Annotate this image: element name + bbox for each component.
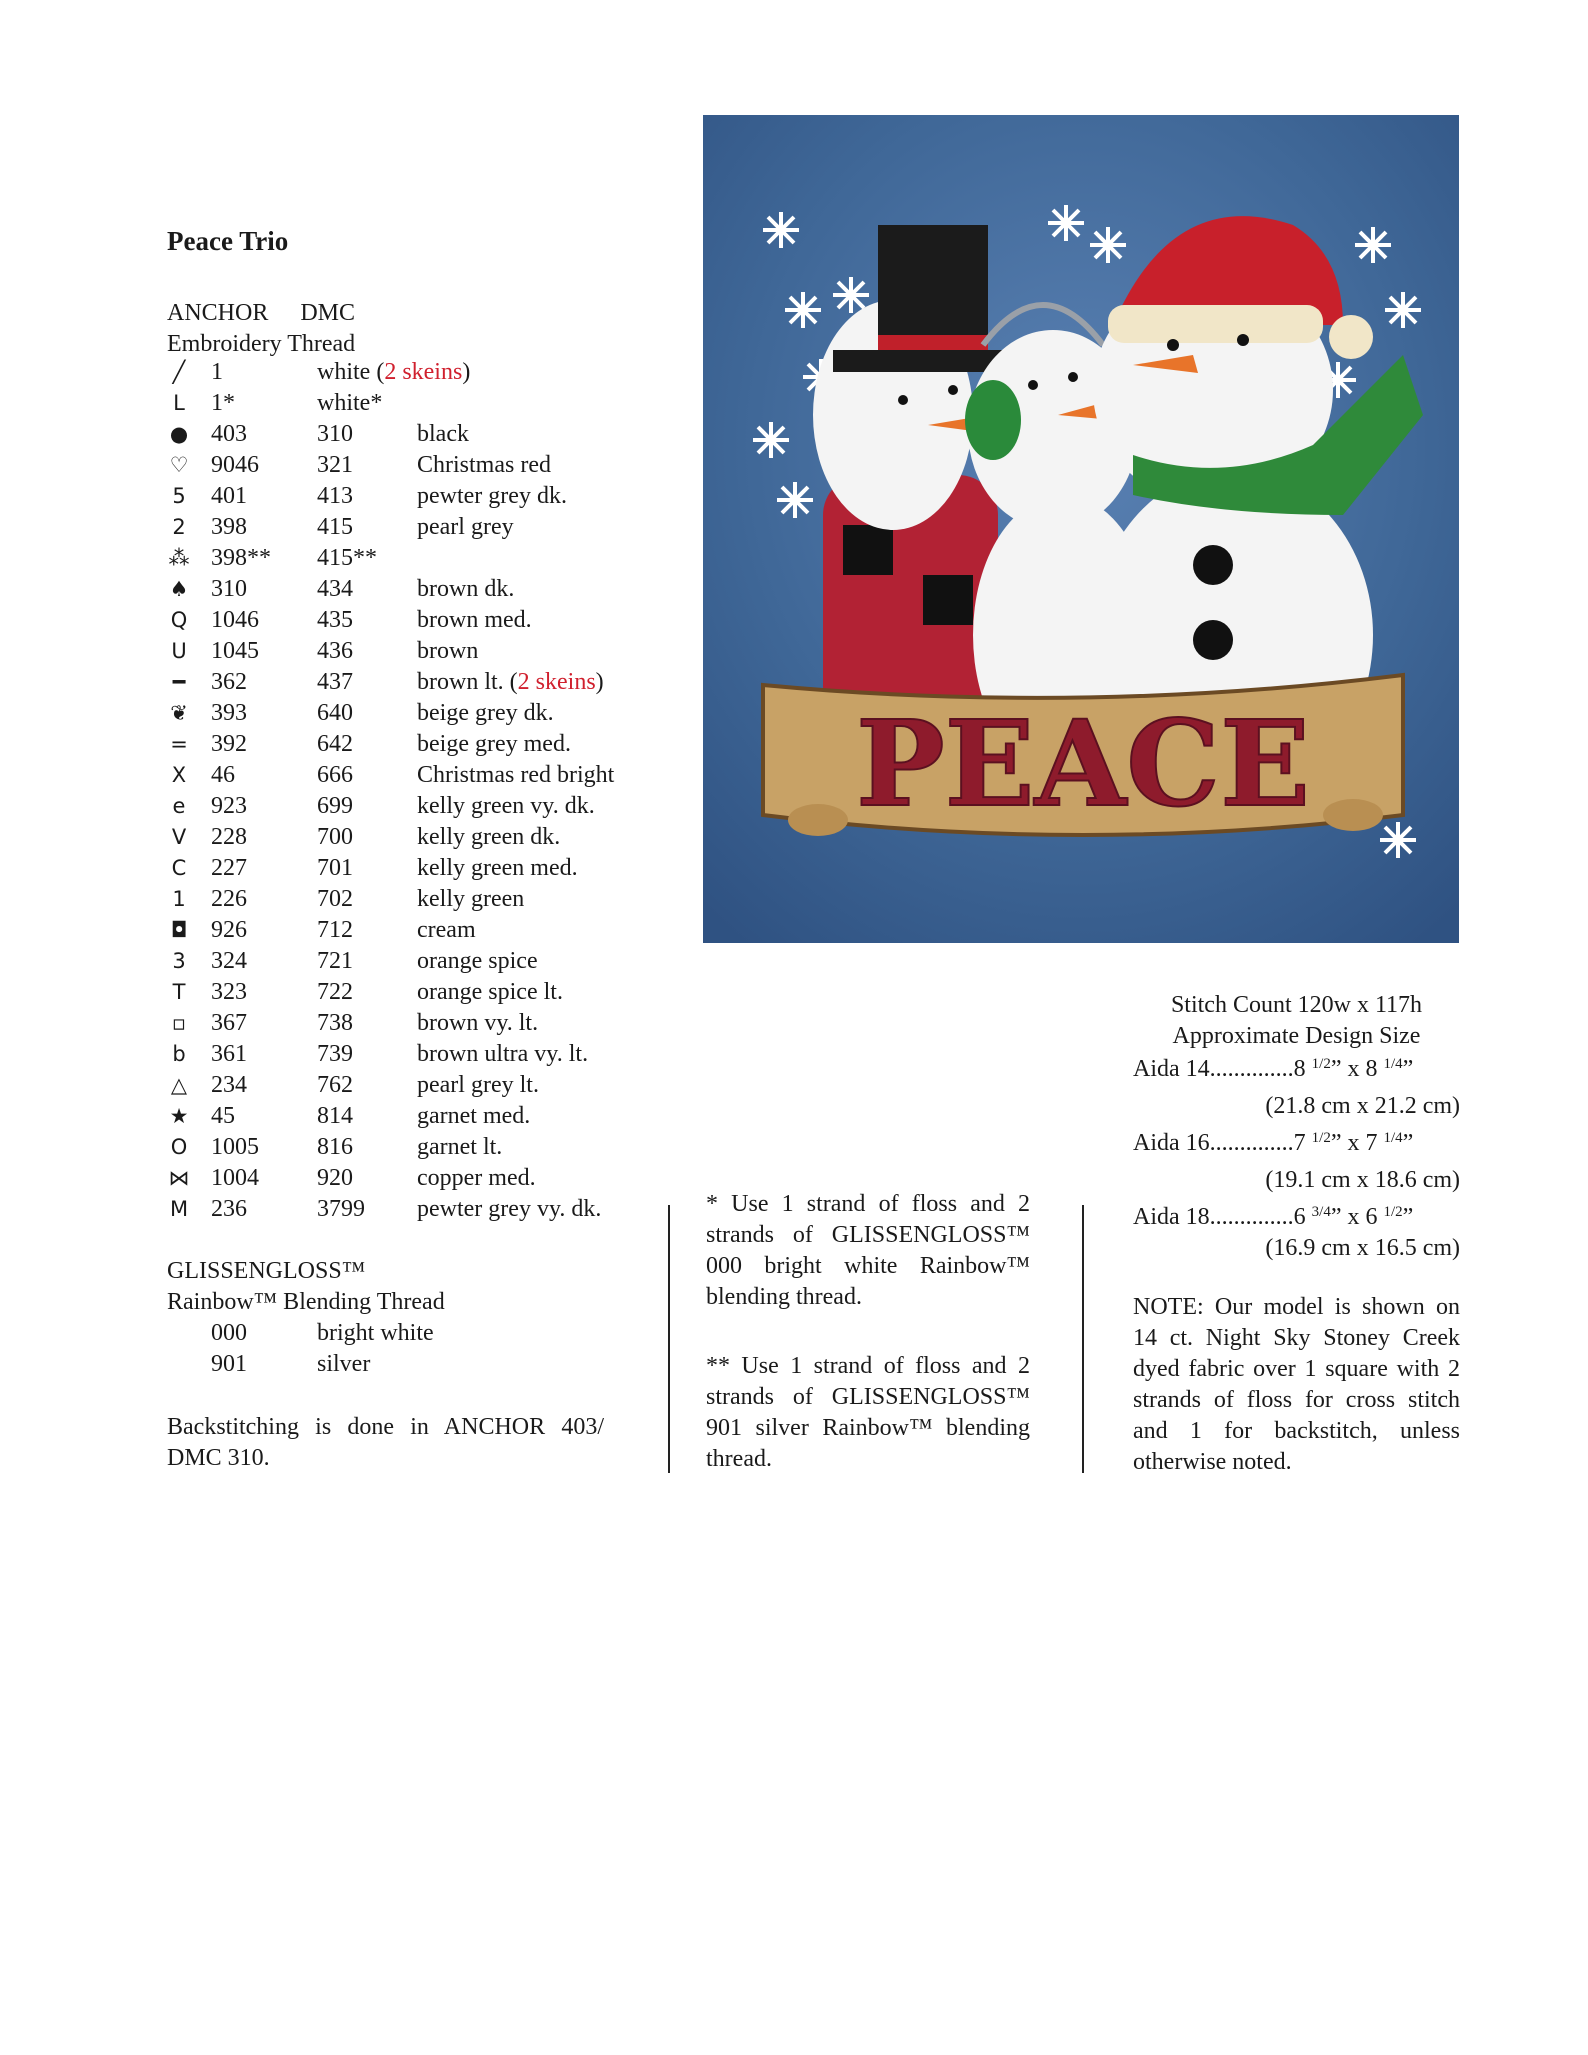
legend-symbol: △: [170, 1073, 188, 1097]
dmc-number: 722: [317, 979, 353, 1005]
peace-banner: [763, 675, 1403, 836]
legend-symbol: ★: [169, 1104, 189, 1128]
aida-height-fraction: 1/4: [1383, 1130, 1403, 1146]
skein-count: 2 skeins: [384, 359, 463, 385]
skein-count: 2 skeins: [517, 669, 596, 695]
legend-symbol: ●: [169, 422, 189, 446]
legend-header: [167, 300, 355, 327]
anchor-number: 234: [211, 1072, 247, 1098]
aida-height: 7: [1365, 1130, 1378, 1156]
dmc-number: 920: [317, 1165, 353, 1191]
anchor-number: 393: [211, 700, 247, 726]
aida-size-row: Aida 18..............6 $^{3/4}$” x 6 $^{1/2}$” (16.9 cm x 16.5 cm): [1133, 1202, 1460, 1270]
legend-symbol: =: [170, 732, 188, 756]
color-name: cream: [417, 917, 476, 943]
anchor-number: 367: [211, 1010, 247, 1036]
blending-name: bright white: [317, 1320, 434, 1346]
anchor-number: 323: [211, 979, 247, 1005]
aida-cm: (16.9 cm x 16.5 cm): [1265, 1235, 1460, 1261]
color-name: garnet med.: [417, 1103, 531, 1129]
blending-sub: Rainbow™ Blending Thread: [167, 1289, 445, 1315]
color-name: kelly green: [417, 886, 525, 912]
dmc-number: 666: [317, 762, 353, 788]
dmc-number: 435: [317, 607, 353, 633]
aida-dots: ..............: [1209, 1056, 1294, 1082]
dmc-number: 816: [317, 1134, 353, 1160]
anchor-number: 9046: [211, 452, 259, 478]
legend-text-close: ): [462, 359, 471, 385]
legend-symbol: T: [172, 980, 186, 1004]
dmc-number: 413: [317, 483, 353, 509]
model-note: NOTE: Our model is shown on 14 ct. Night Sky Stoney Creek dyed fabric over 1 square with 2 strands of floss for cross stitch and 1 for backstitch, unless otherwise noted.: [1133, 1294, 1460, 1475]
color-name: kelly green med.: [417, 855, 578, 881]
color-name: beige grey dk.: [417, 700, 554, 726]
legend-symbol: 2: [172, 515, 186, 539]
anchor-number: 45: [211, 1103, 235, 1129]
embroidery-thread-label: Embroidery Thread: [167, 331, 356, 357]
dmc-header: DMC: [300, 300, 356, 326]
color-name: pewter grey vy. dk.: [417, 1196, 602, 1222]
blending-item: [167, 1349, 467, 1380]
blending-brand: GLISSENGLOSS™: [167, 1258, 366, 1284]
aida-width: 8: [1293, 1056, 1306, 1082]
anchor-number: 403: [211, 421, 247, 447]
dmc-number: 437: [317, 669, 353, 695]
aida-height: 8: [1365, 1056, 1378, 1082]
aida-size-row: Aida 14..............8 $^{1/2}$” x 8 $^{1/4}$” (21.8 cm x 21.2 cm): [1133, 1054, 1460, 1128]
anchor-number: 1: [211, 359, 223, 385]
dmc-number: 739: [317, 1041, 353, 1067]
legend-symbol: V: [171, 825, 187, 849]
aida-dots: ..............: [1209, 1204, 1294, 1230]
aida-width-fraction: 1/2: [1311, 1056, 1331, 1072]
color-name: pewter grey dk.: [417, 483, 567, 509]
aida-cm: (19.1 cm x 18.6 cm): [1265, 1167, 1460, 1193]
anchor-number: 401: [211, 483, 247, 509]
anchor-number: 1004: [211, 1165, 259, 1191]
design-size-label: Approximate Design Size: [1172, 1023, 1421, 1049]
blending-item: [167, 1318, 467, 1349]
anchor-number: 226: [211, 886, 247, 912]
anchor-number: 1005: [211, 1134, 259, 1160]
color-name: Christmas red bright: [417, 762, 615, 788]
color-name: kelly green vy. dk.: [417, 793, 595, 819]
legend-symbol: 5: [172, 484, 186, 508]
footnote-single: * Use 1 strand of floss and 2 strands of GLISSENGLOSS™ 000 bright white Rainbow™ blending thread.: [706, 1191, 1030, 1310]
color-name: Christmas red: [417, 452, 551, 478]
aida-label: Aida 18: [1133, 1204, 1210, 1230]
peace-lettering: PEACE: [855, 694, 1311, 833]
dmc-number: 434: [317, 576, 353, 602]
color-name: [417, 667, 604, 698]
color-name: pearl grey: [417, 514, 514, 540]
aida-size-row: Aida 16..............7 $^{1/2}$” x 7 $^{1/4}$” (19.1 cm x 18.6 cm): [1133, 1128, 1460, 1202]
dmc-number: 702: [317, 886, 353, 912]
color-name: orange spice lt.: [417, 979, 563, 1005]
peace-trio-chart-image: [703, 115, 1459, 943]
dmc-number: white*: [317, 390, 383, 416]
color-name: black: [417, 421, 469, 447]
legend-symbol: ⁂: [168, 546, 190, 570]
anchor-number: 1046: [211, 607, 259, 633]
dmc-number: 321: [317, 452, 353, 478]
footnote-double: ** Use 1 strand of floss and 2 strands of GLISSENGLOSS™ 901 silver Rainbow™ blending thread.: [706, 1353, 1030, 1472]
anchor-number: 362: [211, 669, 247, 695]
legend-symbol: U: [171, 639, 187, 663]
dmc-number: 415**: [317, 545, 377, 571]
blending-code: 000: [211, 1320, 247, 1346]
color-name: beige grey med.: [417, 731, 571, 757]
dmc-number: 701: [317, 855, 353, 881]
blending-code: 901: [211, 1351, 247, 1377]
legend-symbol: M: [169, 1197, 189, 1221]
anchor-number: 398: [211, 514, 247, 540]
anchor-number: 361: [211, 1041, 247, 1067]
legend-symbol: O: [170, 1135, 188, 1159]
legend-symbol: ╱: [172, 360, 186, 384]
aida-cm: (21.8 cm x 21.2 cm): [1265, 1093, 1460, 1119]
aida-width-fraction: 3/4: [1311, 1204, 1331, 1220]
color-name: brown: [417, 638, 479, 664]
legend-symbol: 1: [172, 887, 186, 911]
legend-symbol: ♡: [169, 453, 189, 477]
dmc-number: 310: [317, 421, 353, 447]
legend-symbol: b: [172, 1042, 186, 1066]
aida-height-fraction: 1/4: [1383, 1056, 1403, 1072]
anchor-number: 398**: [211, 545, 271, 571]
legend-symbol: ♠: [169, 577, 189, 601]
anchor-header: ANCHOR: [167, 300, 269, 326]
aida-label: Aida 14: [1133, 1056, 1210, 1082]
dmc-number: 738: [317, 1010, 353, 1036]
aida-height-fraction: 1/2: [1383, 1204, 1403, 1220]
dmc-number: 762: [317, 1072, 353, 1098]
legend-symbol: C: [171, 856, 187, 880]
legend-symbol: ▫: [171, 1011, 187, 1035]
aida-sizes: [1133, 1054, 1460, 1270]
anchor-number: 228: [211, 824, 247, 850]
aida-height: 6: [1365, 1204, 1378, 1230]
legend-symbol: ⋈: [168, 1166, 190, 1190]
anchor-number: 1*: [211, 390, 235, 416]
anchor-number: 923: [211, 793, 247, 819]
aida-width: 6: [1293, 1204, 1306, 1230]
dmc-number: 642: [317, 731, 353, 757]
legend-symbol: Q: [170, 608, 188, 632]
color-name: pearl grey lt.: [417, 1072, 539, 1098]
divider-right: [1082, 1205, 1084, 1473]
dmc-number: 3799: [317, 1196, 365, 1222]
legend-text-close: ): [595, 669, 604, 695]
color-name: brown dk.: [417, 576, 515, 602]
dmc-number: 415: [317, 514, 353, 540]
dmc-number: 699: [317, 793, 353, 819]
anchor-number: 1045: [211, 638, 259, 664]
dmc-number: 640: [317, 700, 353, 726]
backstitch-note: Backstitching is done in ANCHOR 403/ DMC 310.: [167, 1414, 604, 1471]
anchor-number: 926: [211, 917, 247, 943]
dmc-number: 721: [317, 948, 353, 974]
color-name: brown med.: [417, 607, 532, 633]
page-title: Peace Trio: [167, 226, 289, 256]
legend-symbol: ◘: [170, 918, 188, 942]
color-name: brown ultra vy. lt.: [417, 1041, 589, 1067]
dmc-number: 814: [317, 1103, 353, 1129]
anchor-number: 236: [211, 1196, 247, 1222]
color-name: orange spice: [417, 948, 538, 974]
legend-text: brown lt. (: [417, 669, 518, 695]
legend-symbol: X: [171, 763, 187, 787]
legend-symbol: L: [173, 391, 185, 415]
legend-symbol: ❦: [170, 701, 188, 725]
color-name: garnet lt.: [417, 1134, 503, 1160]
dmc-number: 436: [317, 638, 353, 664]
aida-label: Aida 16: [1133, 1130, 1210, 1156]
legend-symbol: 3: [172, 949, 186, 973]
anchor-number: 324: [211, 948, 247, 974]
dmc-number: 700: [317, 824, 353, 850]
blending-name: silver: [317, 1351, 371, 1377]
color-name: kelly green dk.: [417, 824, 561, 850]
legend-symbol: e: [172, 794, 186, 818]
dmc-number: [317, 357, 470, 388]
aida-width-fraction: 1/2: [1311, 1130, 1331, 1146]
legend-text: white (: [317, 359, 385, 385]
color-name: copper med.: [417, 1165, 536, 1191]
blending-list: [167, 1318, 467, 1380]
anchor-number: 310: [211, 576, 247, 602]
anchor-number: 46: [211, 762, 235, 788]
anchor-number: 227: [211, 855, 247, 881]
legend-symbol: ━: [172, 670, 186, 694]
aida-dots: ..............: [1209, 1130, 1294, 1156]
dmc-number: 712: [317, 917, 353, 943]
divider-left: [668, 1205, 670, 1473]
stitch-count: Stitch Count 120w x 117h: [1170, 992, 1423, 1018]
color-name: brown vy. lt.: [417, 1010, 539, 1036]
anchor-number: 392: [211, 731, 247, 757]
aida-width: 7: [1293, 1130, 1306, 1156]
